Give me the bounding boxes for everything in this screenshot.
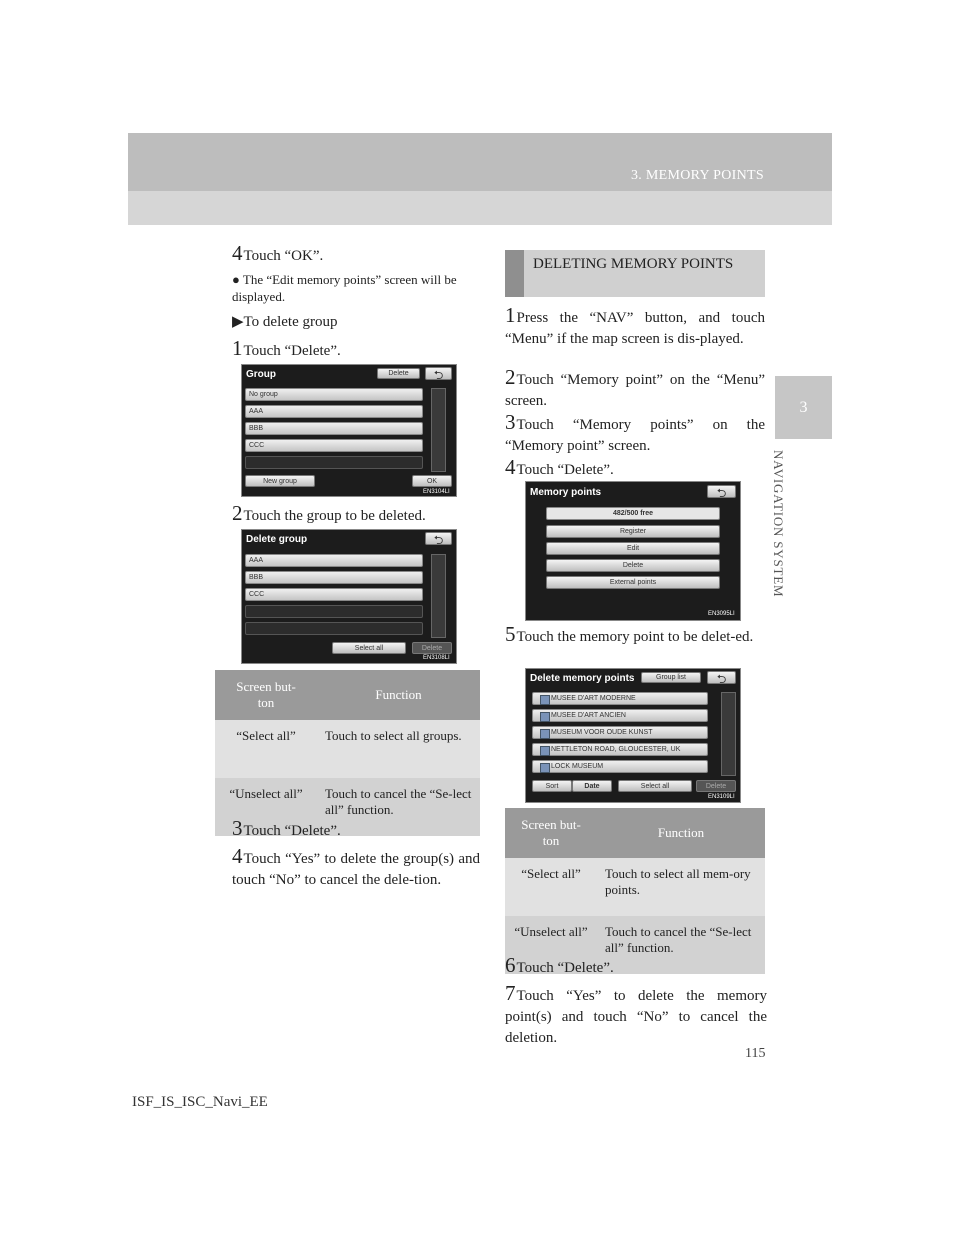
step-4: 4Touch “OK”. <box>232 241 324 265</box>
new-group-button[interactable]: New group <box>245 475 315 487</box>
memory-point-flag-icon <box>540 712 550 722</box>
back-icon[interactable]: ⮌ <box>707 485 736 498</box>
register-button[interactable]: Register <box>546 525 720 538</box>
list-item[interactable]: AAA <box>245 554 423 567</box>
list-item[interactable]: MUSEE D'ART MODERNE <box>532 692 708 705</box>
table-row: “Unselect all” Touch to cancel the “Se-lect all” function. <box>505 916 765 974</box>
header-subband <box>128 191 832 225</box>
chapter-side-label: NAVIGATION SYSTEM <box>771 450 786 598</box>
empty-row <box>245 622 423 635</box>
memory-point-flag-icon <box>540 746 550 756</box>
image-code: EN3108LI <box>423 655 450 661</box>
list-item[interactable]: MUSEUM VOOR OUDE KUNST <box>532 726 708 739</box>
screen-title: Delete group <box>246 534 308 545</box>
step-r4: 4Touch “Delete”. <box>505 455 614 479</box>
image-code: EN3095LI <box>708 611 735 617</box>
free-capacity-display: 482/500 free <box>546 507 720 520</box>
list-item[interactable]: BBB <box>245 422 423 435</box>
step-r7: 7Touch “Yes” to delete the memory point(s) and touch “No” to cancel the deletion. <box>505 981 767 1046</box>
list-item[interactable]: CCC <box>245 439 423 452</box>
table-header: Function <box>317 670 480 720</box>
list-item[interactable]: NETTLETON ROAD, GLOUCESTER, UK <box>532 743 708 756</box>
back-icon[interactable]: ⮌ <box>707 671 736 684</box>
list-item[interactable]: No group <box>245 388 423 401</box>
list-item[interactable]: CCC <box>245 588 423 601</box>
image-code: EN3104LI <box>423 489 450 495</box>
screen-title: Group <box>246 369 276 380</box>
table-header: Screen but- ton <box>505 808 597 858</box>
screenshot-delete-group <box>241 529 457 664</box>
step-1: 1Touch “Delete”. <box>232 336 341 360</box>
chapter-tab: 3 <box>775 376 832 439</box>
bullet-note: ● The “Edit memory points” screen will be displayed. <box>232 272 457 304</box>
screenshot-delete-memory-points <box>525 668 741 803</box>
ok-button[interactable]: OK <box>412 475 452 487</box>
section-title: DELETING MEMORY POINTS <box>533 256 734 272</box>
page-number: 115 <box>745 1046 766 1061</box>
function-table-memory-points <box>505 808 765 974</box>
table-row: “Select all” Touch to select all mem-ory points. <box>505 858 765 916</box>
list-item[interactable]: LOCK MUSEUM <box>532 760 708 773</box>
list-item[interactable]: BBB <box>245 571 423 584</box>
screenshot-memory-points <box>525 481 741 621</box>
table-header: Screen but- ton <box>215 670 317 720</box>
running-header: 3. MEMORY POINTS <box>630 168 764 183</box>
scrollbar[interactable] <box>431 554 446 638</box>
step-r1: 1Press the “NAV” button, and touch “Menu” if the map screen is dis-played. <box>505 303 765 347</box>
memory-point-flag-icon <box>540 695 550 705</box>
group-list-button[interactable]: Group list <box>641 672 701 683</box>
memory-point-flag-icon <box>540 763 550 773</box>
table-header: Function <box>597 808 765 858</box>
external-points-button[interactable]: External points <box>546 576 720 589</box>
empty-row <box>245 605 423 618</box>
triangle-right-icon: ▶ <box>232 314 244 330</box>
function-table-groups <box>215 670 480 836</box>
delete-button[interactable]: Delete <box>696 780 736 792</box>
step-2: 2Touch the group to be deleted. <box>232 501 426 525</box>
step-4-yes-no: 4Touch “Yes” to delete the group(s) and touch “No” to cancel the dele-tion. <box>232 844 480 888</box>
date-button[interactable]: Date <box>572 780 612 792</box>
step-3: 3Touch “Delete”. <box>232 816 341 840</box>
edit-button[interactable]: Edit <box>546 542 720 555</box>
image-code: EN3109LI <box>708 794 735 800</box>
delete-button[interactable]: Delete <box>546 559 720 572</box>
step-r3: 3Touch “Memory points” on the “Memory point” screen. <box>505 410 765 454</box>
subhead-delete-group: ▶To delete group <box>232 314 338 330</box>
section-heading-bar <box>505 250 524 297</box>
step-r2: 2Touch “Memory point” on the “Menu” screen. <box>505 365 765 409</box>
delete-button[interactable]: Delete <box>412 642 452 654</box>
table-row: “Unselect all” Touch to cancel the “Se-lect all” function. <box>215 778 480 836</box>
screenshot-group <box>241 364 457 497</box>
back-icon[interactable]: ⮌ <box>425 367 452 380</box>
select-all-button[interactable]: Select all <box>618 780 692 792</box>
scrollbar[interactable] <box>721 692 736 776</box>
back-icon[interactable]: ⮌ <box>425 532 452 545</box>
step-r6: 6Touch “Delete”. <box>505 953 614 977</box>
step-r5: 5Touch the memory point to be delet-ed. <box>505 622 754 646</box>
bullet-dot-icon: ● <box>232 272 240 287</box>
screen-title: Memory points <box>530 487 602 498</box>
empty-row <box>245 456 423 469</box>
list-item[interactable]: AAA <box>245 405 423 418</box>
scrollbar[interactable] <box>431 388 446 472</box>
screen-title: Delete memory points <box>530 673 635 684</box>
table-row: “Select all” Touch to select all groups. <box>215 720 480 778</box>
memory-point-flag-icon <box>540 729 550 739</box>
sort-button[interactable]: Sort <box>532 780 572 792</box>
document-code: ISF_IS_ISC_Navi_EE <box>132 1094 268 1110</box>
select-all-button[interactable]: Select all <box>332 642 406 654</box>
list-item[interactable]: MUSEE D'ART ANCIEN <box>532 709 708 722</box>
delete-button[interactable]: Delete <box>377 368 420 379</box>
